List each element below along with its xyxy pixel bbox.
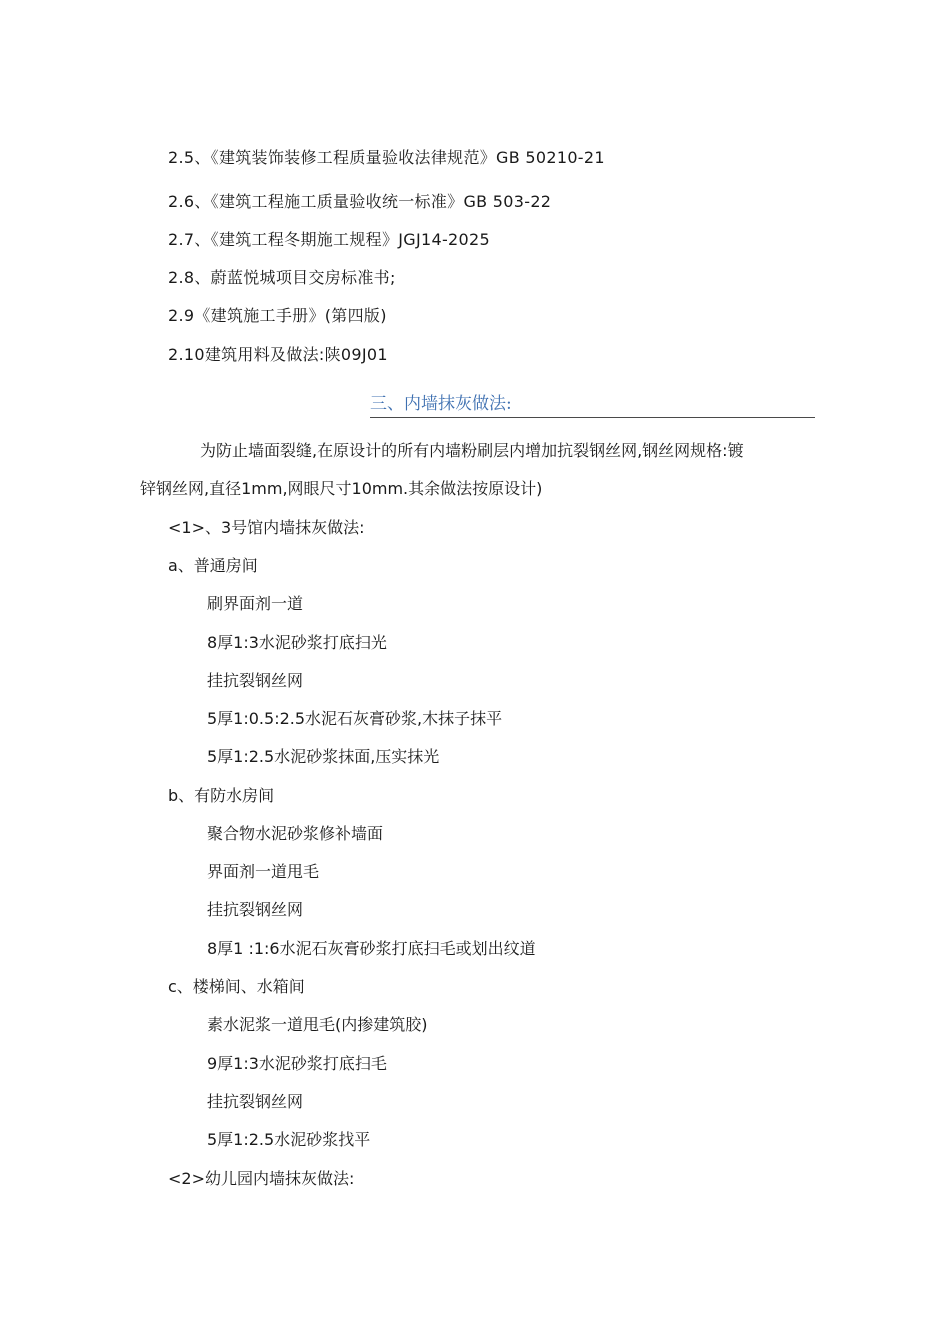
step-b-1: 聚合物水泥砂浆修补墙面 xyxy=(207,824,384,843)
section-heading: 三、内墙抹灰做法: xyxy=(370,394,512,414)
step-c-3: 挂抗裂钢丝网 xyxy=(207,1092,304,1111)
room-type-a-title: a、普通房间 xyxy=(168,556,258,575)
step-a-2: 8厚1:3水泥砂浆打底扫光 xyxy=(207,633,387,652)
step-c-2: 9厚1:3水泥砂浆打底扫毛 xyxy=(207,1054,387,1073)
reference-2-7: 2.7、《建筑工程冬期施工规程》JGJ14-2025 xyxy=(168,230,490,249)
intro-paragraph-line-2: 锌钢丝网,直径1mm,网眼尺寸10mm.其余做法按原设计) xyxy=(140,479,543,498)
step-a-3: 挂抗裂钢丝网 xyxy=(207,671,304,690)
kindergarten-title: <2>幼儿园内墙抹灰做法: xyxy=(168,1169,355,1188)
step-c-1: 素水泥浆一道甩毛(内掺建筑胶) xyxy=(207,1015,428,1034)
step-a-1: 刷界面剂一道 xyxy=(207,594,304,613)
room-type-b-title: b、有防水房间 xyxy=(168,786,275,805)
step-c-4: 5厚1:2.5水泥砂浆找平 xyxy=(207,1130,371,1149)
reference-2-8: 2.8、蔚蓝悦城项目交房标准书; xyxy=(168,268,396,287)
step-a-4: 5厚1:0.5:2.5水泥石灰膏砂浆,木抹子抹平 xyxy=(207,709,503,728)
reference-2-9: 2.9《建筑施工手册》(第四版) xyxy=(168,306,387,325)
hall3-title: <1>、3号馆内墙抹灰做法: xyxy=(168,518,365,537)
intro-paragraph-line-1: 为防止墙面裂缝,在原设计的所有内墙粉刷层内增加抗裂钢丝网,钢丝网规格:镀 xyxy=(200,441,744,460)
section-heading-block xyxy=(370,391,815,418)
reference-2-6: 2.6、《建筑工程施工质量验收统一标准》GB 503-22 xyxy=(168,192,552,211)
room-type-c-title: c、楼梯间、水箱间 xyxy=(168,977,305,996)
reference-2-10: 2.10建筑用料及做法:陕09J01 xyxy=(168,345,388,364)
step-a-5: 5厚1:2.5水泥砂浆抹面,压实抹光 xyxy=(207,747,440,766)
reference-2-5: 2.5、《建筑装饰装修工程质量验收法律规范》GB 50210-21 xyxy=(168,148,605,167)
step-b-2: 界面剂一道甩毛 xyxy=(207,862,320,881)
step-b-3: 挂抗裂钢丝网 xyxy=(207,900,304,919)
step-b-4: 8厚1 :1:6水泥石灰膏砂浆打底扫毛或划出纹道 xyxy=(207,939,536,958)
